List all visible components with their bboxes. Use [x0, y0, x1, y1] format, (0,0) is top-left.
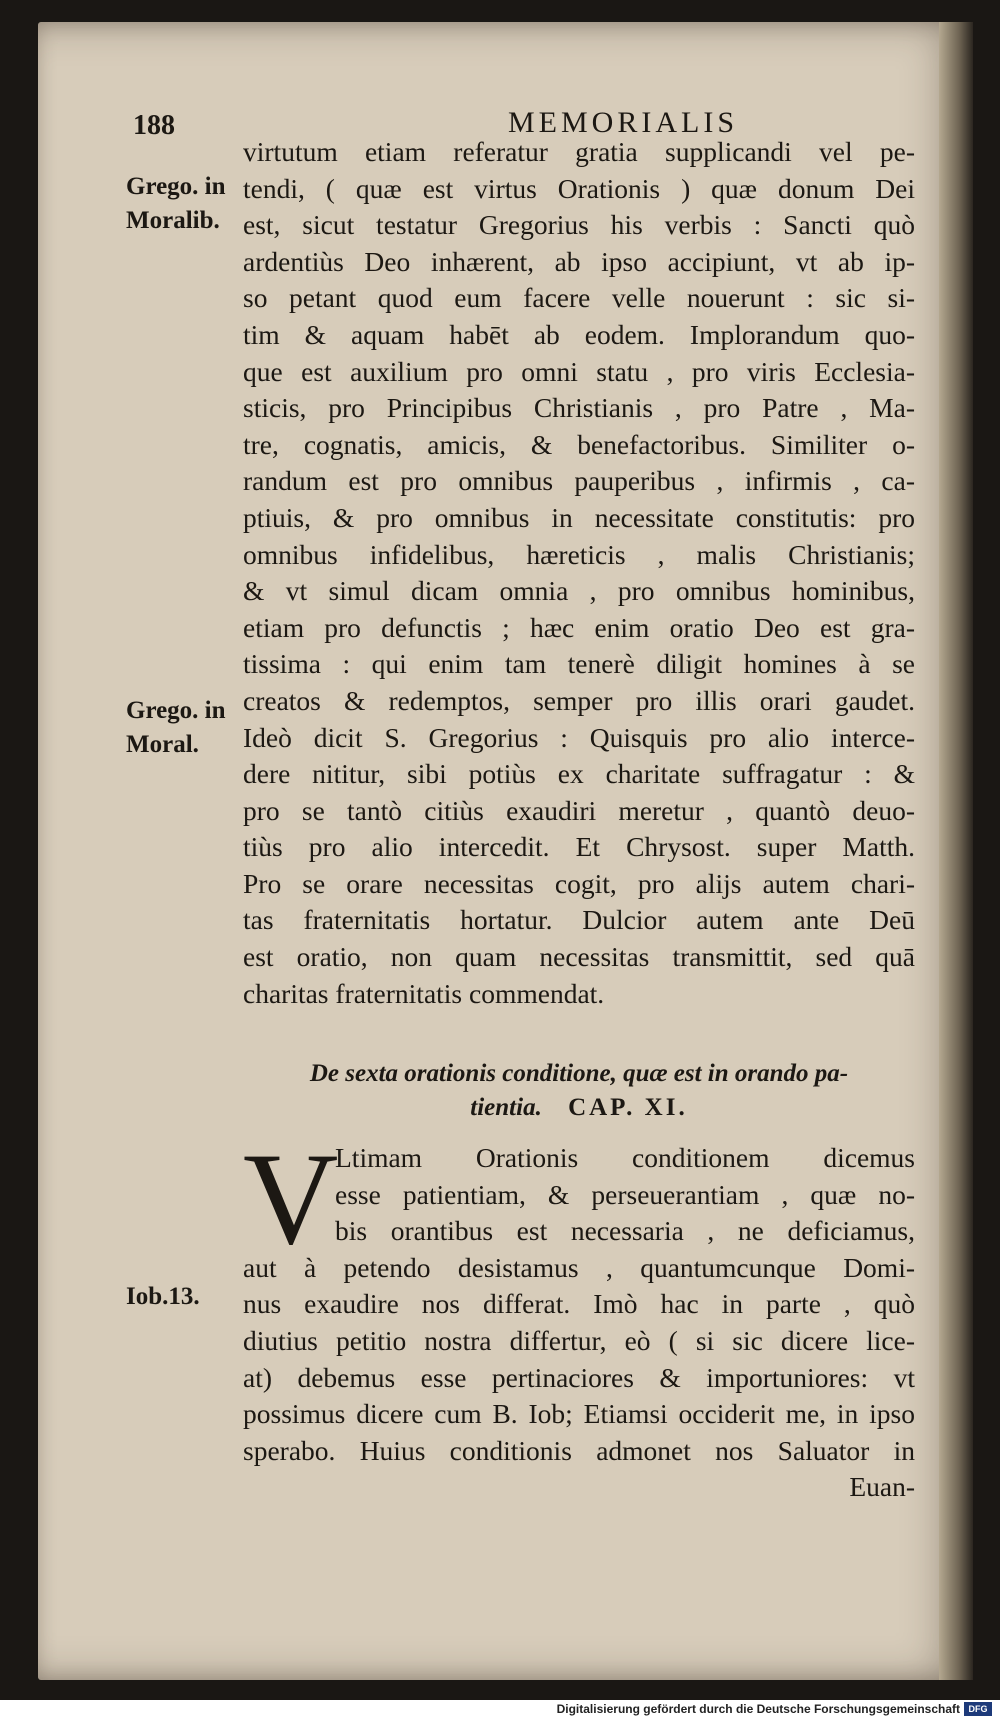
text-line: ardentiùs Deo inhærent, ab ipso accipiunt, vt ab ip- [243, 245, 915, 277]
margin-note-line: Moral. [126, 731, 199, 758]
footer-bar [0, 1700, 1000, 1719]
chapter-body [243, 1125, 915, 1506]
text-line: sticis, pro Principibus Christianis , pro Patre , Ma- [243, 392, 915, 424]
chapter-title-end: tientia. [470, 1094, 542, 1121]
text-line: charitas fraternitatis commendat. [243, 977, 605, 1009]
text-line: est oratio, non quam necessitas transmittit, sed quā [243, 941, 915, 973]
text-line: diutius petitio nostra differtur, eò ( si sic dicere lice- [243, 1324, 915, 1356]
margin-note-line: Moralib. [126, 207, 220, 234]
text-line: nus exaudire nos differat. Imò hac in parte , quò [243, 1288, 915, 1320]
text-line: bis orantibus est necessaria , ne deficiamus, [335, 1215, 915, 1247]
margin-note-1 [126, 170, 226, 238]
running-head [38, 92, 928, 141]
drop-cap-initial: V [243, 1125, 339, 1272]
text-line: pro se tantò citiùs exaudiri meretur , quantò deuo- [243, 794, 915, 826]
chapter-number: CAP. XI. [568, 1094, 688, 1121]
text-line: sperabo. Huius conditionis admonet nos Saluator in [243, 1434, 915, 1466]
text-line: Ideò dicit S. Gregorius : Quisquis pro alio interce- [243, 721, 915, 753]
text-line: dere nititur, sibi potiùs ex charitate suffragatur : & [243, 758, 915, 790]
text-line: aut à petendo desistamus , quantumcunque Domi- [243, 1251, 915, 1283]
margin-note-2 [126, 694, 226, 762]
text-line: tre, cognatis, amicis, & benefactoribus. Similiter o- [243, 428, 915, 460]
text-line: creatos & redemptos, semper pro illis orari gaudet. [243, 684, 915, 716]
text-line: ptiuis, & pro omnibus in necessitate constitutis: pro [243, 501, 915, 533]
text-line: tendi, ( quæ est virtus Orationis ) quæ donum Dei [243, 172, 915, 204]
page-number: 188 [133, 110, 175, 141]
catchword: Euan- [849, 1471, 915, 1503]
chapter-title-line [243, 1091, 915, 1125]
funding-credit: Digitalisierung gefördert durch die Deutsche Forschungsgemeinschaft [556, 1702, 960, 1716]
text-line: omnibus infidelibus, hæreticis , malis Christianis; [243, 538, 915, 570]
text-line: & vt simul dicam omnia , pro omnibus hominibus, [243, 575, 915, 607]
text-line: virtutum etiam referatur gratia supplicandi vel pe- [243, 136, 915, 167]
page-edge-shadow [939, 22, 973, 1680]
margin-note-line: Grego. in [126, 173, 226, 200]
text-line: tissima : qui enim tam tenerè diligit homines à se [243, 648, 915, 680]
margin-note-3 [126, 1280, 200, 1314]
chapter-title-line: De sexta orationis conditione, quæ est in orando pa- [309, 1060, 849, 1087]
chapter-heading [243, 1057, 915, 1125]
text-line: est, sicut testatur Gregorius his verbis : Sancti quò [243, 209, 915, 241]
text-line: tim & aquam habēt ab eodem. Implorandum quo- [243, 318, 915, 350]
text-line: que est auxilium pro omni statu , pro viris Ecclesia- [243, 355, 915, 387]
running-head-title: MEMORIALIS [508, 106, 739, 139]
text-line: Pro se orare necessitas cogit, pro alijs autem chari- [243, 867, 915, 899]
dfg-logo-icon: DFG [964, 1702, 992, 1716]
text-line: randum est pro omnibus pauperibus , infirmis , ca- [243, 465, 915, 497]
body-text [243, 134, 915, 1012]
margin-note-line: Grego. in [126, 697, 226, 724]
text-line: tas fraternitatis hortatur. Dulcior autem ante Deū [243, 904, 915, 936]
text-line: Ltimam Orationis conditionem dicemus [335, 1142, 915, 1173]
text-line: esse patientiam, & perseuerantiam , quæ no- [335, 1178, 915, 1210]
text-line: etiam pro defunctis ; hæc enim oratio Deo est gra- [243, 611, 915, 643]
book-page [38, 22, 973, 1680]
text-line: so petant quod eum facere velle nouerunt : sic si- [243, 282, 915, 314]
text-line: possimus dicere cum B. Iob; Etiamsi occiderit me, in ipso [243, 1398, 915, 1430]
margin-note-line: Iob.13. [126, 1283, 200, 1310]
text-line: tiùs pro alio intercedit. Et Chrysost. super Matth. [243, 831, 915, 863]
text-line: at) debemus esse pertinaciores & importuniores: vt [243, 1361, 915, 1393]
